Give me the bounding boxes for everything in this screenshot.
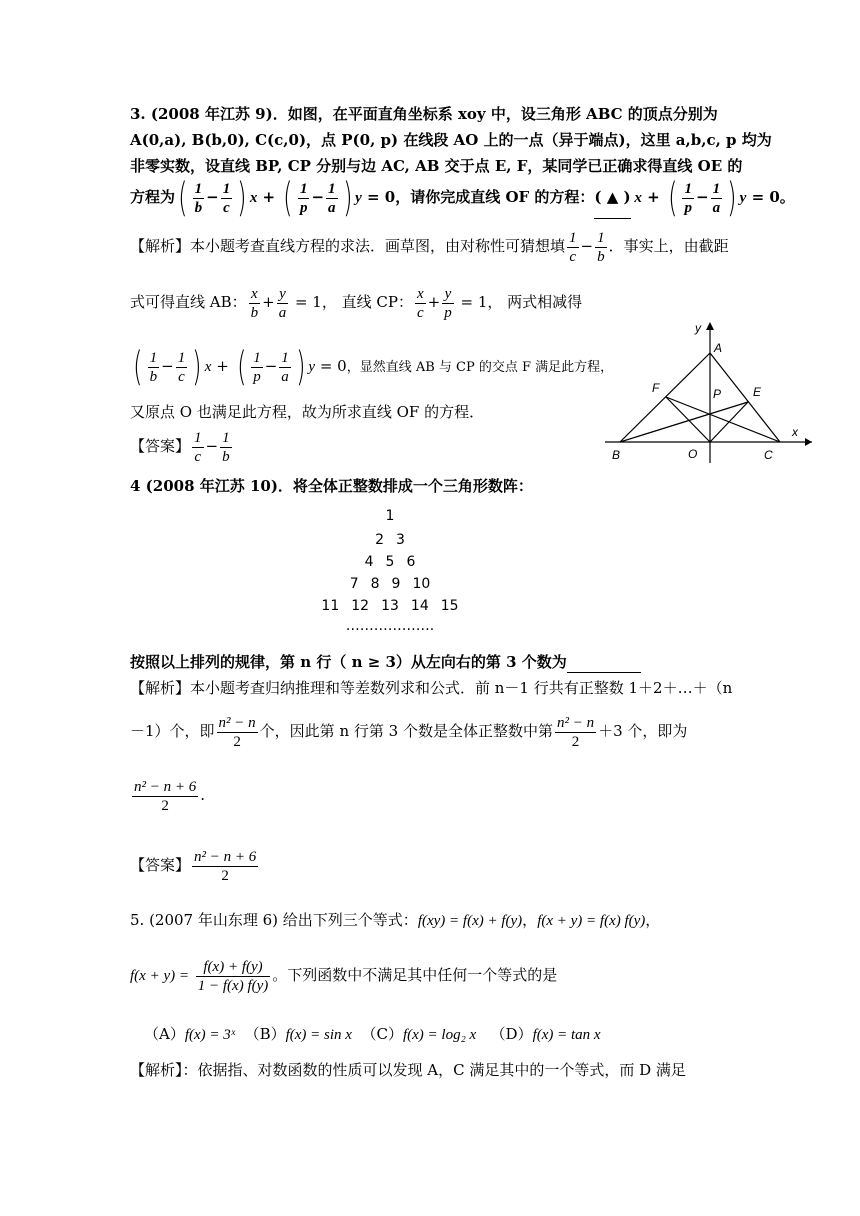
problem4-question [130,652,740,673]
analysis-text: ， 直线 CP： [321,293,413,311]
analysis-text: 个，因此第 n 行第 3 个数是全体正整数中第 [259,722,553,740]
number: 6 [406,554,416,570]
label-y: y [695,321,701,335]
triangle-dots: ………………. [345,618,435,634]
number: 7 [349,576,359,592]
label-A: A [714,341,723,355]
problem3-answer: 【答案】 $\frac{1}{c}$ − $\frac{1}{b}$ [130,429,230,465]
problem5-line2 [130,952,740,998]
problem5-analysis: 【解析】：依据指、对数函数的性质可以发现 A，C 满足其中的一个等式，而 D 满足 [130,1061,686,1079]
equation-3-denominator: 1 − f(x) f(y) [197,977,269,994]
number: 3 [396,532,405,548]
option-c: f(x) = log₂ x [402,1027,477,1043]
number: 14 [410,598,429,614]
problem3-analysis-4: 又原点 O 也满足此方程，故为所求直线 OF 的方程． [130,403,485,421]
problem3-text-4b: ，请你完成直线 OF 的方程： [395,188,595,206]
problem3-line1 [130,104,740,124]
question-text: 按照以上排列的规律，第 n 行（ n ≥ 3）从左向右的第 3 个数为 [130,653,567,671]
analysis-text: ，显然直线 AB 与 CP 的交点 F 满足此方程， [346,360,614,375]
problem4-analysis-3: $\frac{\text{n² − n + 6}}{2}$ . [134,778,206,814]
number: 11 [321,598,340,614]
number: 5 [385,554,395,570]
triangle-row-3 [310,554,470,570]
problem5-options [144,1024,754,1045]
triangle-row-5 [290,598,490,614]
triangle-row-1 [310,508,470,524]
problem3-analysis-3: ( $\frac{1}{b}$ − $\frac{1}{c}$ ) x + ( $\frac{1}{p}$ − $\frac{1}{a}$ ) y = 0，显然直线 AB 与 CP 的交点 F 满足此方程， [133,344,614,390]
problem3-analysis-1: 【解析】本小题考查直线方程的求法．画草图，由对称性可猜想填 $\frac{1}{c}$ − $\frac{1}{b}$ ．事实上，由截距 [130,229,729,265]
number: 2 [375,532,384,548]
problem4-analysis-1: 【解析】本小题考查归纳推理和等差数列求和公式．前 n－1 行共有正整数 1＋2＋…＋（n [130,679,733,697]
label-O: O [688,447,698,461]
problem4-analysis-2: －1）个，即 $\frac{\text{n² − n}}{2}$ 个，因此第 n 行第 3 个数是全体正整数中第 $\frac{\text{n² − n}}{2}$ ＋3 个，即为 [130,714,688,750]
number: 1 [385,508,395,524]
number: 9 [391,576,401,592]
number: 15 [440,598,459,614]
label-E: E [753,385,762,399]
label-B: B [612,448,621,462]
option-d: f(x) = tan x [532,1027,601,1043]
number: 12 [351,598,370,614]
triangle-row-4 [310,576,470,592]
answer-label: 【答案】 [130,856,191,874]
analysis-text: 【解析】本小题考查直线方程的求法．画草图，由对称性可猜想填 [130,237,566,255]
label-x: x [792,425,798,439]
problem3-text-4a: 方程为 [130,188,176,206]
problem3-line2: A(0,a), B(b,0), C(c,0)，点 P(0, p) 在线段 AO 上的一点（异于端点)，这里 a,b,c, p 均为 [130,131,772,149]
answer-blank: ( ▲ ) [594,176,630,219]
problem3-analysis-2: 式可得直线 AB： $\frac{x}{b}$ + $\frac{y}{a}$ = 1， 直线 CP： $\frac{x}{c}$ + $\frac{y}{p}$ = 1， 两式相减得 [130,285,583,321]
option-c-label: （C） [361,1025,403,1043]
number: 4 [364,554,374,570]
triangle-row-2 [310,532,470,548]
option-d-label: （D） [490,1025,533,1043]
answer-label: 【答案】 [130,437,191,455]
analysis-text: ＋3 个，即为 [598,722,688,740]
equation-3-lhs: f(x + y) = [130,968,189,984]
problem3-line3: 非零实数，设直线 BP, CP 分别与边 AC, AB 交于点 E, F，某同学已正确求得直线 OE 的 [130,157,743,175]
option-a: f(x) = 3ˣ [184,1027,236,1043]
x-arrow [805,438,812,446]
option-b-label: （B） [244,1025,286,1043]
problem3-text-4c: 。 [779,188,795,206]
problem5-line1: 5. (2007 年山东理 6) 给出下列三个等式：f(xy) = f(x) + f(y)，f(x + y) = f(x) f(y)， [130,911,661,929]
analysis-text: ， 两式相减得 [487,293,583,311]
triangle-figure [600,318,820,468]
analysis-text: ．事实上，由截距 [608,237,729,255]
problem4-heading: 4 (2008 年江苏 10)．将全体正整数排成一个三角形数阵： [130,477,533,495]
problem3-text-1: 如图，在平面直角坐标系 xoy 中，设三角形 ABC 的顶点分别为 [287,105,718,123]
label-F: F [652,381,660,395]
problem3-line4: 方程为( $\frac{1}{b}$ − $\frac{1}{c}$ ) x + ( $\frac{1}{p}$ − $\frac{1}{a}$ ) y = 0，请你完成直线 OF 的方程：( ▲ ) x + ( $\frac{1}{p}$ − $\frac{1}{a}$ ) y = 0。 [130,175,795,221]
problem5-heading: 5. (2007 年山东理 6) 给出下列三个等式： [130,911,418,929]
equation-1: f(xy) = f(x) + f(y) [417,913,523,929]
label-P: P [713,387,722,401]
number: 10 [412,576,431,592]
analysis-text: 式可得直线 AB： [130,293,247,311]
label-C: C [764,448,773,462]
equation-3-numerator: f(x) + f(y) [196,958,271,977]
line-OF [666,397,710,442]
option-b: f(x) = sin x [285,1027,352,1043]
analysis-text: －1）个，即 [130,722,215,740]
y-arrow [706,322,714,330]
option-a-label: （A） [144,1025,185,1043]
question-text: 。下列函数中不满足其中任何一个等式的是 [272,966,558,984]
problem4-answer: 【答案】 $\frac{\text{n² − n + 6}}{2}$ [130,848,257,884]
equation-2: f(x + y) = f(x) f(y) [537,913,646,929]
problem3-heading: 3. (2008 年江苏 9)． [130,105,288,123]
number: 8 [370,576,380,592]
number: 13 [381,598,399,614]
answer-blank [567,652,641,673]
